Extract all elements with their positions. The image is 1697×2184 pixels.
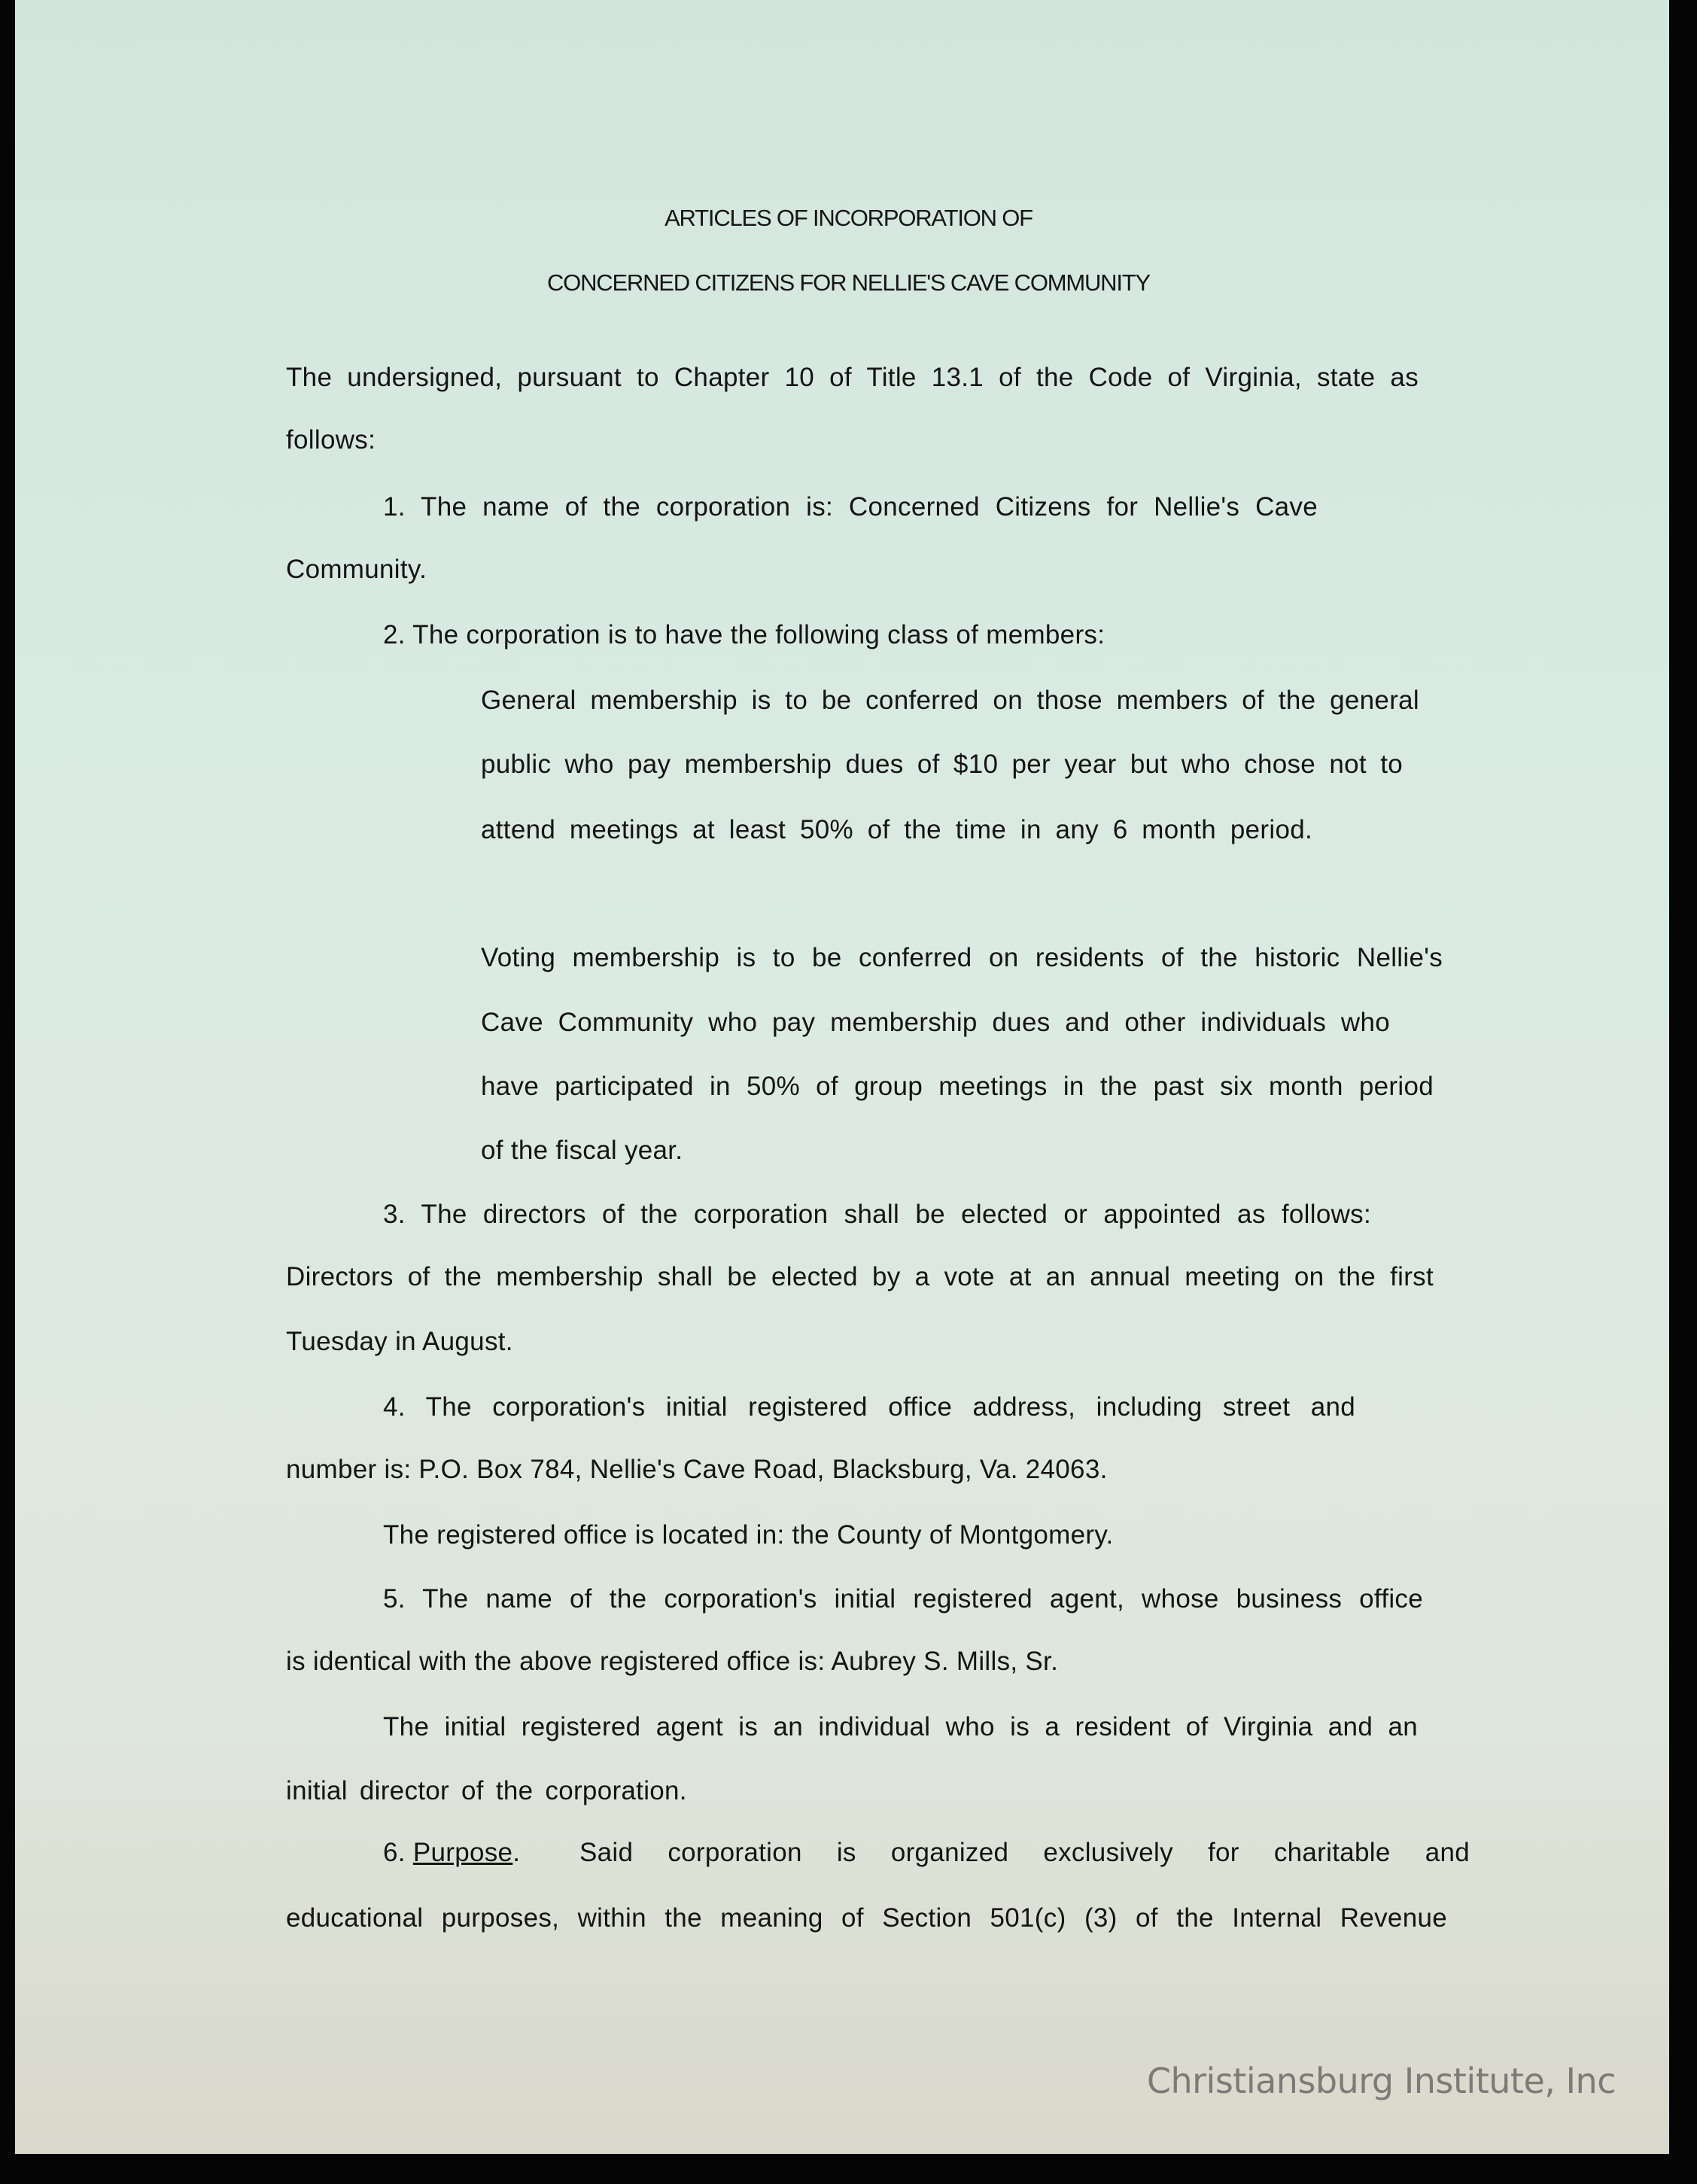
watermark: Christiansburg Institute, Inc	[1146, 2061, 1616, 2101]
body-line: Tuesday in August.	[286, 1327, 513, 1356]
item6-period: .	[512, 1838, 521, 1867]
body-line: 4. The corporation's initial registered office address, including street and	[383, 1392, 1355, 1422]
item6-line	[383, 1836, 520, 1869]
item6-number: 6.	[383, 1838, 406, 1867]
body-line: educational purposes, within the meaning of Section 501(c) (3) of the Internal Revenue	[286, 1903, 1447, 1933]
body-line: 5. The name of the corporation's initial registered agent, whose business office	[383, 1584, 1423, 1614]
body-line: The initial registered agent is an individual who is a resident of Virginia and an	[383, 1712, 1418, 1741]
body-line: Cave Community who pay membership dues and other individuals who	[481, 1008, 1390, 1037]
document-title: ARTICLES OF INCORPORATION OF	[665, 205, 1032, 231]
body-line: follows:	[286, 425, 376, 455]
body-line: Community.	[286, 555, 427, 584]
body-line: The undersigned, pursuant to Chapter 10 of Title 13.1 of the Code of Virginia, state as	[286, 363, 1419, 392]
body-line: have participated in 50% of group meetings in the past six month period	[481, 1072, 1434, 1101]
body-line: Said corporation is organized exclusively for charitable and	[579, 1838, 1470, 1867]
body-line: 2. The corporation is to have the following class of members:	[383, 620, 1105, 649]
body-line: Directors of the membership shall be elected by a vote at an annual meeting on the first	[286, 1262, 1434, 1291]
body-line: initial director of the corporation.	[286, 1776, 687, 1805]
document-subtitle: CONCERNED CITIZENS FOR NELLIE'S CAVE COMMUNITY	[546, 269, 1150, 296]
body-line: is identical with the above registered office is: Aubrey S. Mills, Sr.	[286, 1647, 1059, 1676]
body-line: 3. The directors of the corporation shall be elected or appointed as follows:	[383, 1200, 1371, 1229]
body-line: attend meetings at least 50% of the time in any 6 month period.	[481, 815, 1312, 844]
body-line: Voting membership is to be conferred on residents of the historic Nellie's	[481, 943, 1443, 972]
body-line: of the fiscal year.	[481, 1136, 683, 1165]
body-line: The registered office is located in: the County of Montgomery.	[383, 1520, 1114, 1550]
body-line: public who pay membership dues of $10 per year but who chose not to	[481, 750, 1403, 779]
body-line: number is: P.O. Box 784, Nellie's Cave Road, Blacksburg, Va. 24063.	[286, 1455, 1108, 1484]
body-line: General membership is to be conferred on those members of the general	[481, 686, 1419, 715]
item6-heading: Purpose	[412, 1838, 513, 1867]
body-line: 1. The name of the corporation is: Concerned Citizens for Nellie's Cave	[383, 492, 1318, 522]
